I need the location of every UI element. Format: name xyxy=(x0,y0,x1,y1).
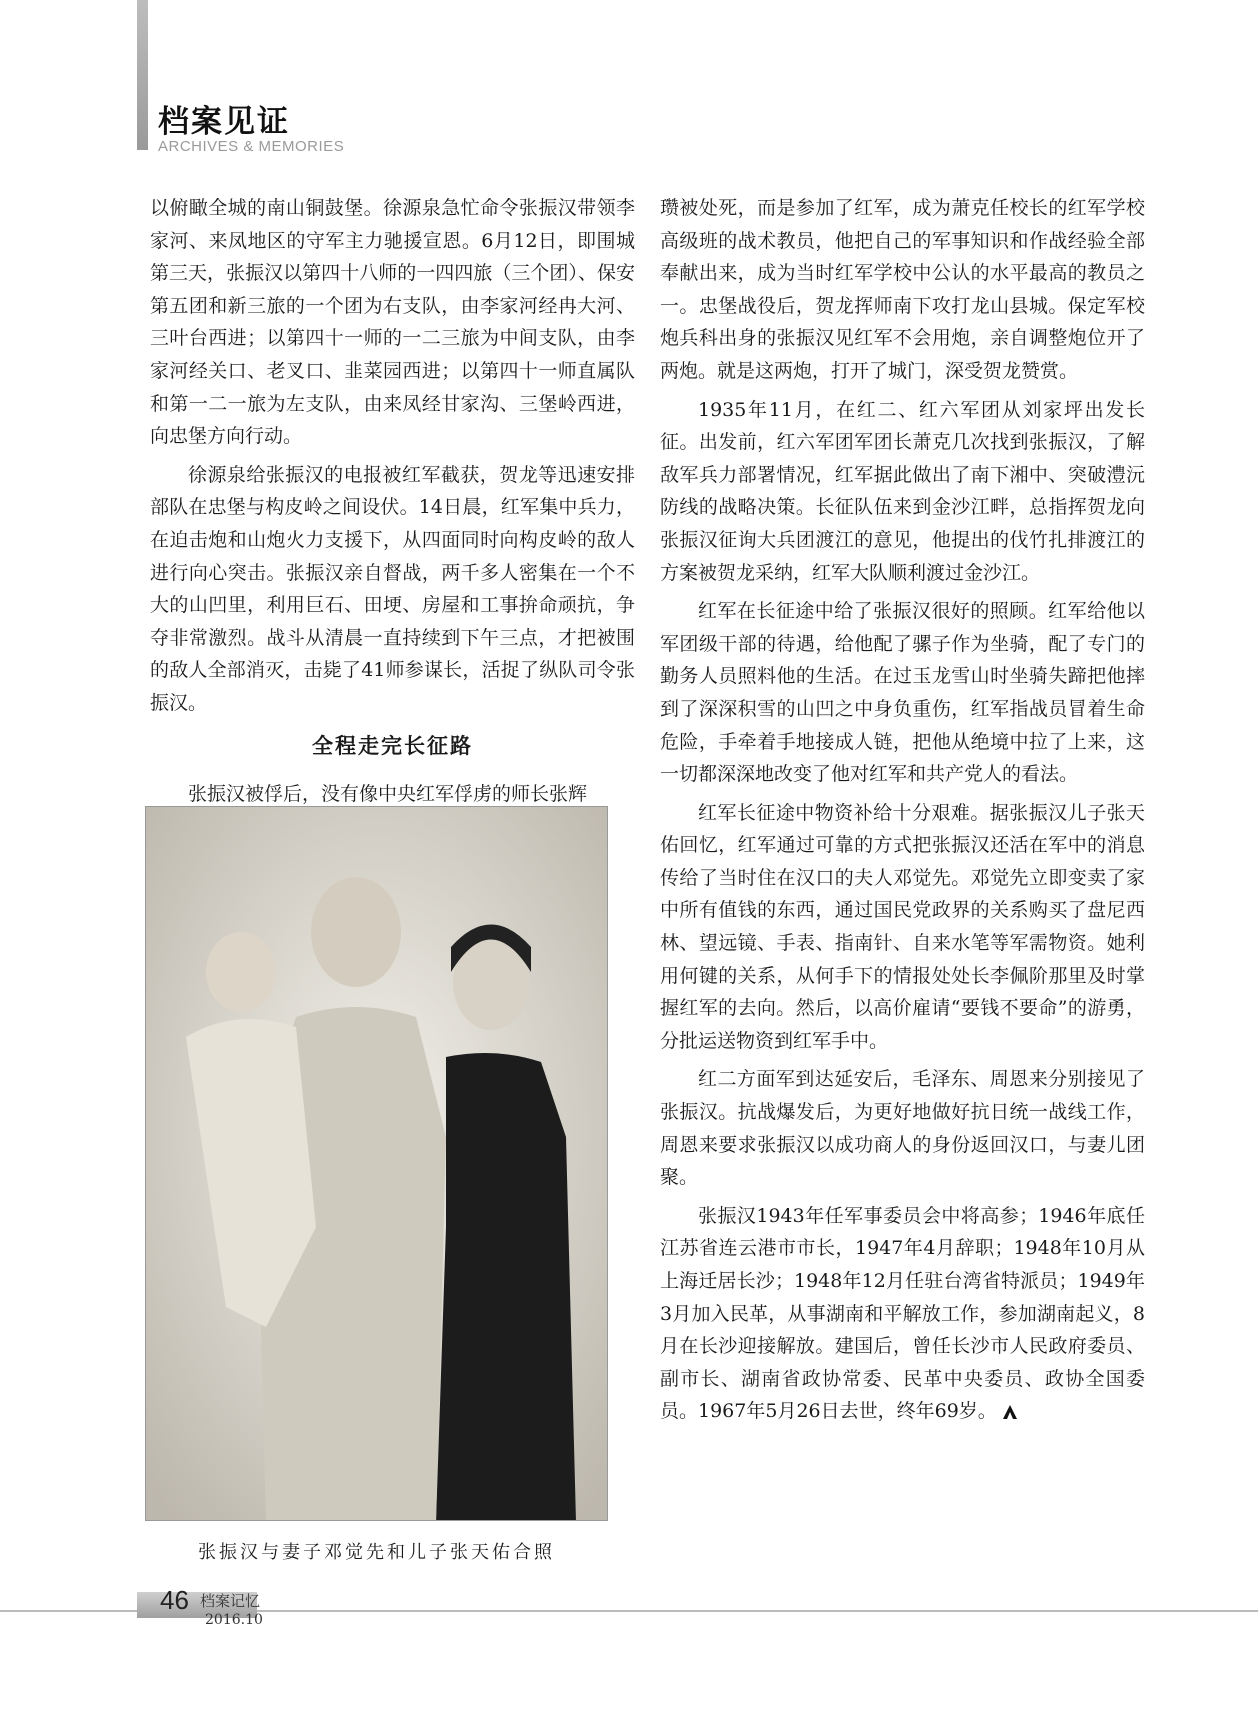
left-column xyxy=(150,192,635,817)
end-mark-icon xyxy=(1001,1403,1019,1421)
paragraph: 1935年11月，在红二、红六军团从刘家坪出发长征。出发前，红六军团军团长萧克几次找到张振汉，了解敌军兵力部署情况，红军据此做出了南下湘中、突破澧沅防线的战略决策。长征队伍来到金沙江畔，总指挥贺龙向张振汉征询大兵团渡江的意见，他提出的伐竹扎排渡江的方案被贺龙采纳，红军大队顺利渡过金沙江。 xyxy=(660,398,1145,584)
paragraph: 红军长征途中物资补给十分艰难。据张振汉儿子张天佑回忆，红军通过可靠的方式把张振汉还活在军中的消息传给了当时住在汉口的夫人邓觉先。邓觉先立即变卖了家中所有值钱的东西，通过国民党政界的关系购买了盘尼西林、望远镜、手表、指南针、自来水笔等军需物资。她利用何键的关系，从何手下的情报处处长李佩阶那里及时掌握红军的去向。然后，以高价雇请“要钱不要命”的游勇，分批运送物资到红军手中。 xyxy=(660,801,1145,1052)
paragraph: 红军在长征途中给了张振汉很好的照顾。红军给他以军团级干部的待遇，给他配了骡子作为坐骑，配了专门的勤务人员照料他的生活。在过玉龙雪山时坐骑失蹄把他摔到了深深积雪的山凹之中身负重伤，红军指战员冒着生命危险，手牵着手地接成人链，把他从绝境中拉了上来，这一切都深深地改变了他对红军和共产党人的看法。 xyxy=(660,600,1145,786)
family-photo-illustration xyxy=(146,807,608,1521)
section-heading: 全程走完长征路 xyxy=(312,733,473,758)
magazine-name: 档案记忆 xyxy=(200,1592,261,1610)
paragraph-text: 张振汉1943年任军事委员会中将高参；1946年底任江苏省连云港市市长，1947年4月辞职；1948年10月从上海迁居长沙；1948年12月任驻台湾省特派员；1949年3月加入民革，从事湖南和平解放工作，参加湖南起义，8月在长沙迎接解放。建国后，曾任长沙市人民政府委员、副市长、湖南省政协常委、民革中央委员、政协全国委员。1967年5月26日去世，终年69岁。 xyxy=(660,1204,1145,1423)
header-side-bar xyxy=(137,0,148,150)
photo-caption: 张振汉与妻子邓觉先和儿子张天佑合照 xyxy=(198,1542,555,1563)
paragraph: 张振汉被俘后，没有像中央红军俘虏的师长张辉 xyxy=(188,783,588,806)
family-photo xyxy=(145,806,608,1521)
paragraph: 红二方面军到达延安后，毛泽东、周恩来分别接见了张振汉。抗战爆发后，为更好地做好抗日统一战线工作，周恩来要求张振汉以成功商人的身份返回汉口，与妻儿团聚。 xyxy=(660,1068,1145,1189)
paragraph: 以俯瞰全城的南山铜鼓堡。徐源泉急忙命令张振汉带领李家河、来凤地区的守军主力驰援宣恩。6月12日，即围城第三天，张振汉以第四十八师的一四四旅（三个团）、保安第五团和新三旅的一个团为右支队，由李家河经冉大河、三叶台西进；以第四十一师的一二三旅为中间支队，由李家河经关口、老叉口、韭菜园西进；以第四十一师直属队和第一二一旅为左支队，由来凤经甘家沟、三堡岭西进，向忠堡方向行动。 xyxy=(150,197,635,448)
paragraph: 徐源泉给张振汉的电报被红军截获，贺龙等迅速安排部队在忠堡与构皮岭之间设伏。14日晨，红军集中兵力，在迫击炮和山炮火力支援下，从四面同时向构皮岭的敌人进行向心突击。张振汉亲自督战，两千多人密集在一个不大的山凹里，利用巨石、田埂、房屋和工事拚命顽抗，争夺非常激烈。战斗从清晨一直持续到下午三点，才把被围的敌人全部消灭，击毙了41师参谋长，活捉了纵队司令张振汉。 xyxy=(150,463,635,714)
section-title: 档案见证 xyxy=(158,104,290,140)
section-subtitle: ARCHIVES & MEMORIES xyxy=(158,138,345,155)
paragraph: 瓒被处死，而是参加了红军，成为萧克任校长的红军学校高级班的战术教员，他把自己的军事知识和作战经验全部奉献出来，成为当时红军学校中公认的水平最高的教员之一。忠堡战役后，贺龙挥师南下攻打龙山县城。保定军校炮兵科出身的张振汉见红军不会用炮，亲自调整炮位开了两炮。就是这两炮，打开了城门，深受贺龙赞赏。 xyxy=(660,197,1145,382)
page-number: 46 xyxy=(160,1585,189,1615)
paragraph-last xyxy=(660,1200,1145,1428)
issue-date: 2016.10 xyxy=(205,1612,263,1628)
right-column xyxy=(660,192,1145,1434)
